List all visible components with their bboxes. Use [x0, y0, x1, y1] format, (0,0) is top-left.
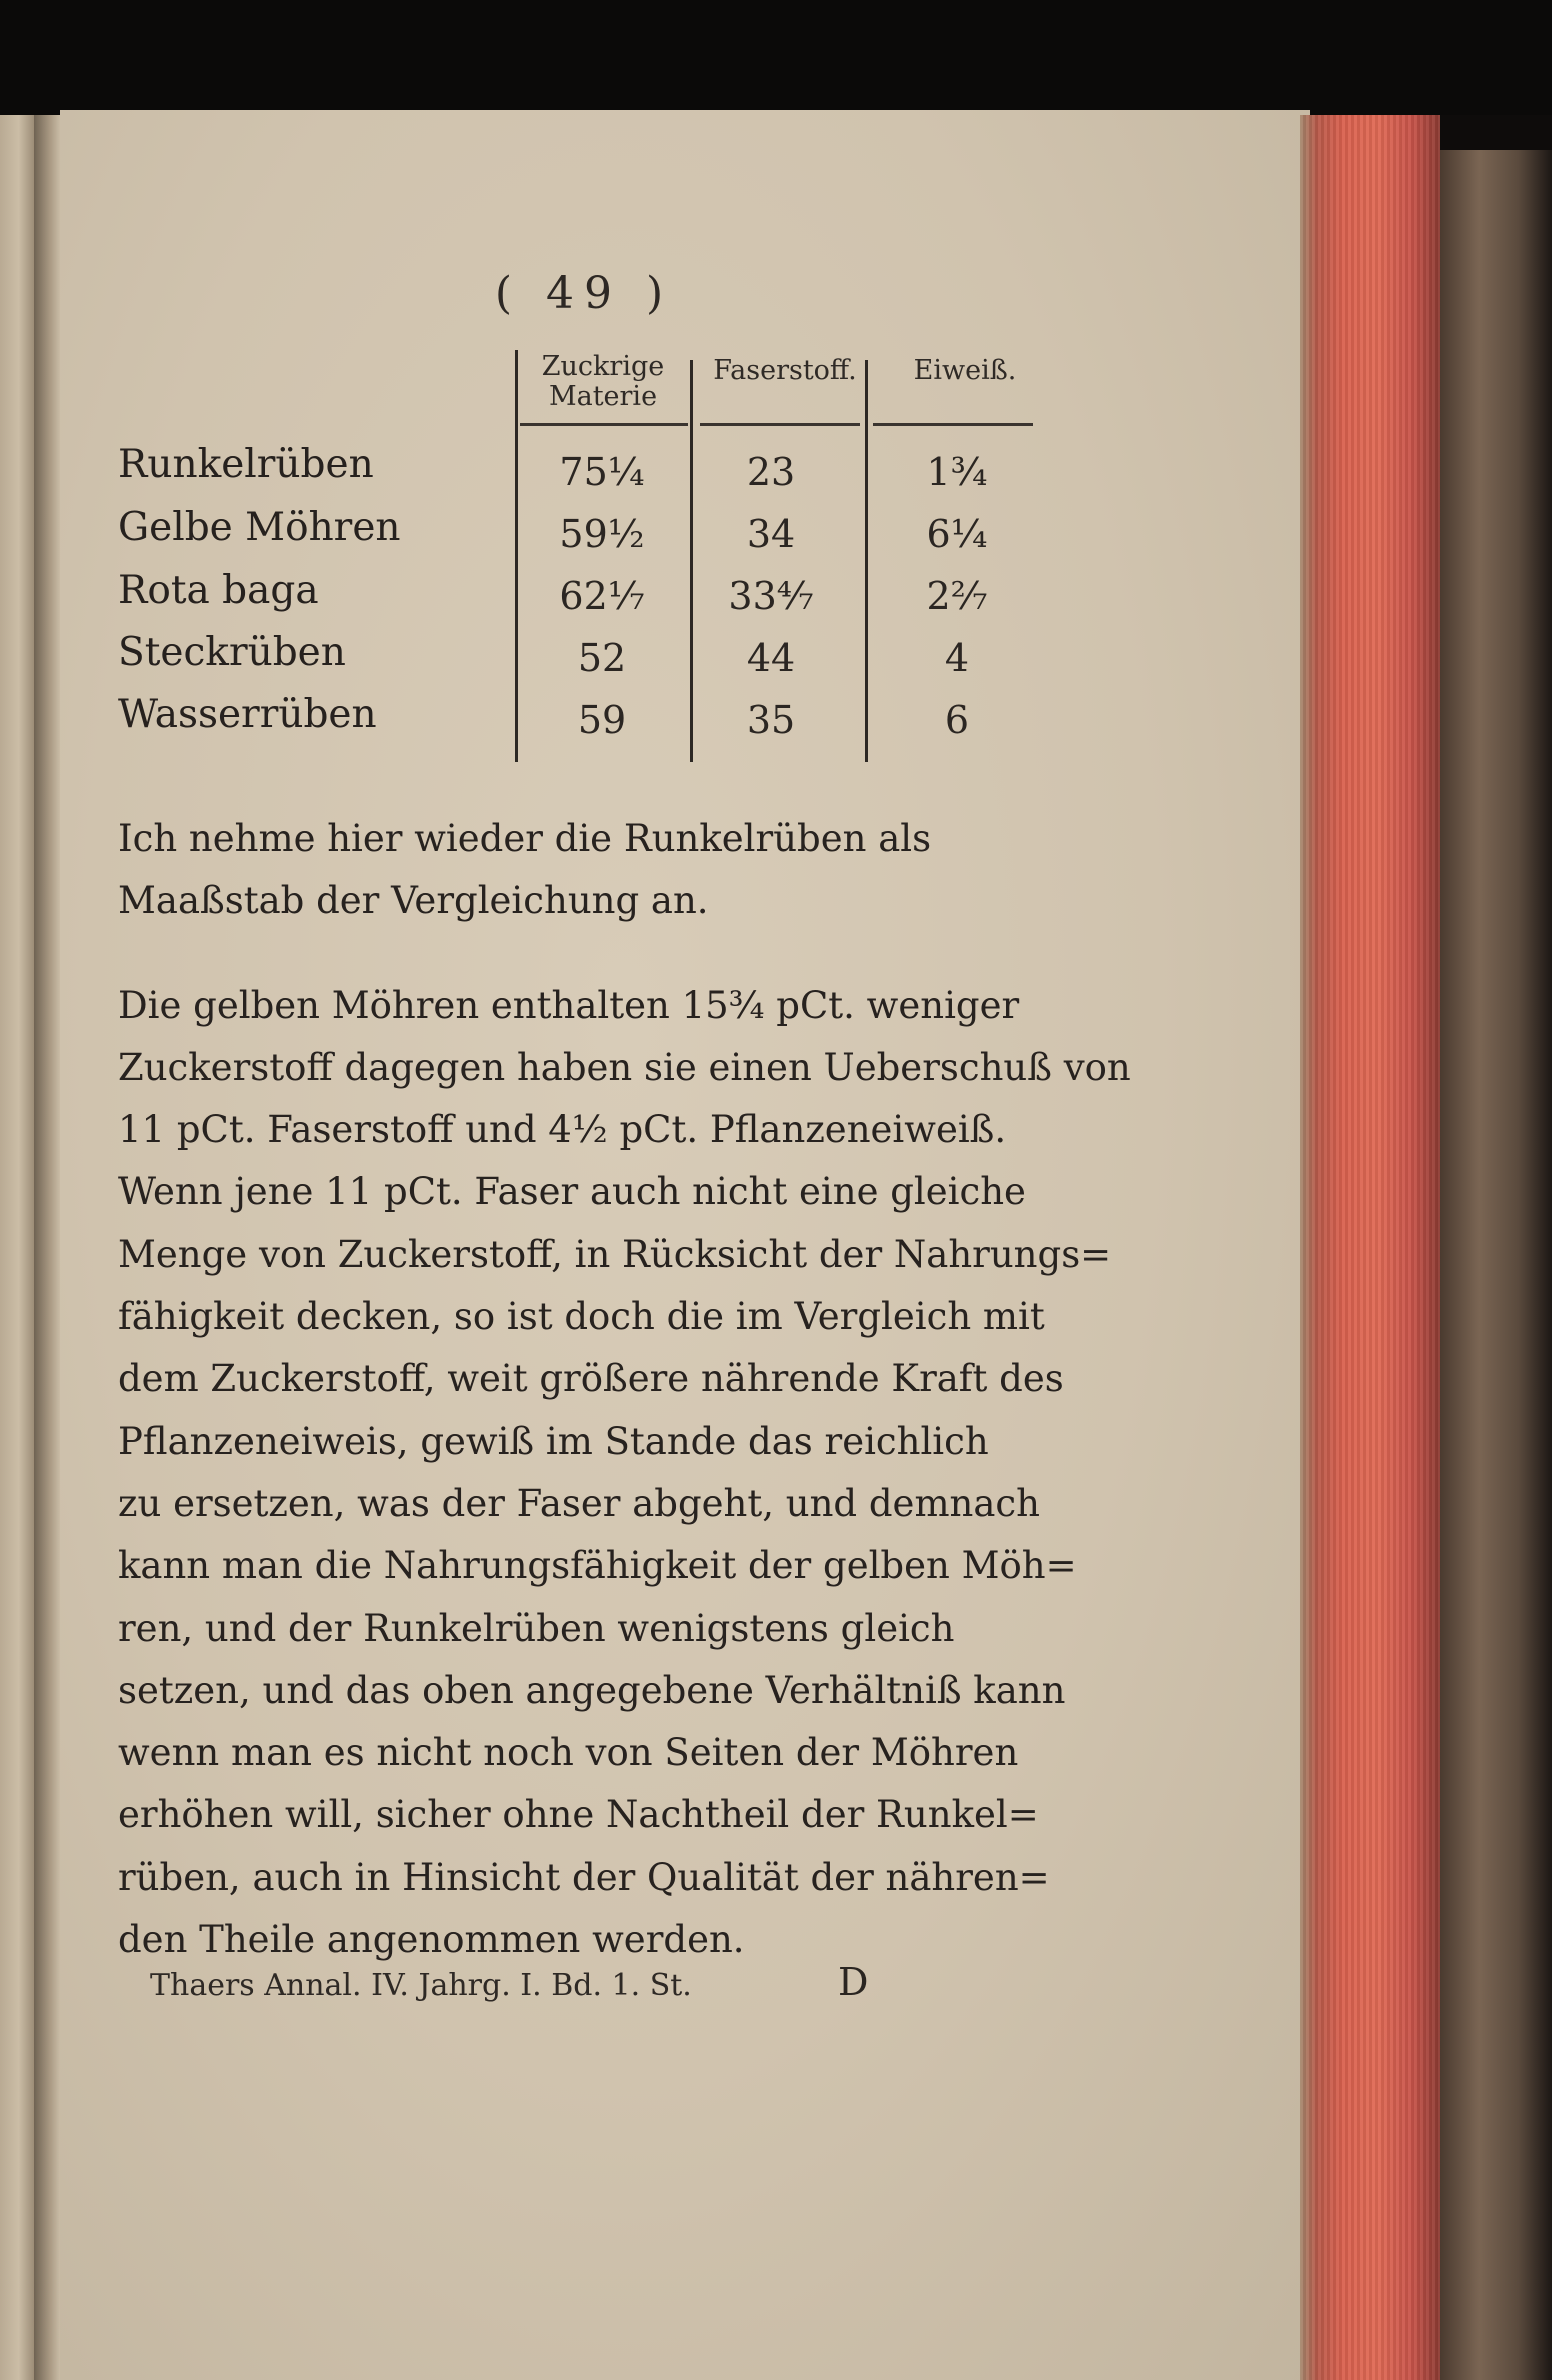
table-cell: 4 [944, 636, 970, 680]
column-header-zuckrige-materie: Zuckrige Materie [541, 351, 665, 412]
header-rule [873, 423, 1033, 426]
table-cell: 2²⁄₇ [926, 574, 988, 618]
page-header: ( 49 ) [494, 268, 674, 319]
header-rule [520, 423, 688, 426]
header-rule [700, 423, 860, 426]
text-line: dem Zuckerstoff, weit größere nährende Kraft des [118, 1357, 1064, 1401]
text-line: setzen, und das oben angegebene Verhältniß kann [118, 1668, 1066, 1712]
column-divider [690, 360, 693, 762]
paragraph [118, 808, 1048, 933]
column-divider [515, 350, 518, 762]
row-label-runkelrueben: Runkelrüben [118, 442, 374, 487]
footer-citation: Thaers Annal. IV. Jahrg. I. Bd. 1. St. [150, 1968, 692, 2003]
text-line: wenn man es nicht noch von Seiten der Möhren [118, 1731, 1019, 1775]
text-line: 11 pCt. Faserstoff und 4½ pCt. Pflanzeneiweiß. [118, 1108, 1007, 1152]
table-cell: 59 [577, 698, 627, 742]
column-header-faserstoff: Faserstoff. [713, 355, 857, 386]
row-label-steckrueben: Steckrüben [118, 630, 346, 675]
table-cell: 6 [944, 698, 970, 742]
row-label-wasserrueben: Wasserrüben [118, 692, 377, 737]
text-line: ren, und der Runkelrüben wenigstens gleich [118, 1606, 955, 1650]
text-line: Wenn jene 11 pCt. Faser auch nicht eine gleiche [118, 1170, 1026, 1214]
table-cell: 33⁴⁄₇ [728, 574, 814, 618]
text-line: Menge von Zuckerstoff, in Rücksicht der Nahrungs= [118, 1232, 1112, 1276]
text-line: zu ersetzen, was der Faser abgeht, und demnach [118, 1481, 1040, 1525]
table-cell: 59½ [559, 512, 645, 556]
table-cell: 75¼ [559, 450, 645, 494]
row-label-gelbe-moehren: Gelbe Möhren [118, 505, 401, 550]
text-line: Die gelben Möhren enthalten 15¾ pCt. weniger [118, 983, 1020, 1027]
table-cell: 62¹⁄₇ [559, 574, 645, 618]
text-line: rüben, auch in Hinsicht der Qualität der nähren= [118, 1855, 1050, 1899]
text-line: kann man die Nahrungsfähigkeit der gelben Möh= [118, 1544, 1077, 1588]
table-cell: 6¼ [926, 512, 988, 556]
paragraph [118, 975, 1131, 1972]
body-text [118, 808, 1131, 1971]
table-cell: 1¾ [926, 450, 988, 494]
table-cell: 44 [746, 636, 796, 680]
table-cell: 23 [746, 450, 796, 494]
text-line: den Theile angenommen werden. [118, 1918, 745, 1962]
table-cell: 34 [746, 512, 796, 556]
table-cell: 35 [746, 698, 796, 742]
text-line: Maaßstab der Vergleichung an. [118, 879, 709, 923]
text-line: erhöhen will, sicher ohne Nachtheil der Runkel= [118, 1793, 1039, 1837]
signature-mark: D [838, 1960, 869, 2004]
table-cell: 52 [577, 636, 627, 680]
row-label-rota-baga: Rota baga [118, 568, 319, 613]
text-line: Zuckerstoff dagegen haben sie einen Ueberschuß von [118, 1045, 1131, 1089]
column-header-eiweiss: Eiweiß. [913, 355, 1017, 386]
text-line: Ich nehme hier wieder die Runkelrüben als [118, 817, 932, 860]
text-line: Pflanzeneiweis, gewiß im Stande das reichlich [118, 1419, 989, 1463]
column-divider [865, 360, 868, 762]
text-line: fähigkeit decken, so ist doch die im Vergleich mit [118, 1295, 1045, 1339]
